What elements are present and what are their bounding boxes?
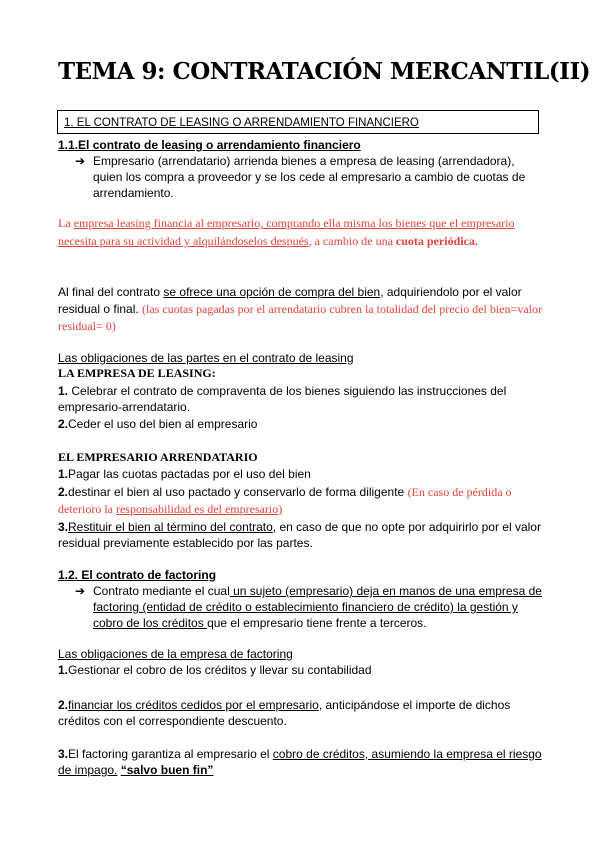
final-para-a: Al final del contrato	[58, 285, 164, 299]
item-red-underlined: responsabilidad es del empresario)	[115, 502, 283, 516]
salvo-buen-fin: “salvo buen fin”	[120, 763, 214, 777]
empresa-leasing-item-1	[58, 383, 548, 415]
item-underlined: cobro de créditos, asumiendo la empresa el riesgo de impago.	[58, 747, 542, 777]
factoring-item-3	[58, 746, 548, 778]
red-para-a: La	[58, 216, 74, 230]
item-text: Gestionar el cobro de los créditos y llevar su contabilidad	[68, 663, 372, 677]
item-number: 3.	[58, 520, 69, 534]
item-text: Pagar las cuotas pactadas por el uso del bien	[68, 467, 311, 481]
factoring-a: Contrato mediante el cual	[93, 584, 230, 598]
item-number: 2.	[58, 417, 69, 431]
item-number: 2.	[58, 698, 69, 712]
factoring-item-1	[58, 662, 548, 678]
empresa-leasing-item-2	[58, 416, 548, 432]
red-para-bold: cuota periódica.	[395, 234, 478, 248]
final-contract-paragraph	[58, 284, 548, 335]
empresario-arrendatario-heading: EL EMPRESARIO ARRENDATARIO	[58, 450, 258, 464]
factoring-obligations-heading: Las obligaciones de la empresa de factoring	[58, 647, 293, 661]
item-red-text: (En caso de pérdida o deterioro la	[58, 485, 512, 516]
item-underlined: Restituir el bien al término del contrato	[68, 520, 273, 534]
item-number: 2.	[58, 485, 69, 499]
item-text: Ceder el uso del bien al empresario	[68, 417, 258, 431]
arrow-icon: ➔	[75, 154, 86, 168]
factoring-c: que el empresario tiene frente a terceros.	[207, 616, 427, 630]
item-text: , anticipándose el importe de dichos créditos con el correspondiente descuento.	[58, 698, 511, 728]
item-number: 1.	[58, 663, 69, 677]
arrow-icon: ➔	[75, 584, 86, 598]
item-text: destinar el bien al uso pactado y conservarlo de forma diligente	[68, 485, 408, 499]
leasing-bullet-text: Empresario (arrendatario) arrienda bienes a empresa de leasing (arrendadora), quien los compra a proveedor y se los cede al empresario a cambio de cuotas de arrendamiento.	[93, 154, 526, 200]
page-title: TEMA 9: CONTRATACIÓN MERCANTIL(II)	[58, 58, 591, 85]
item-text: , en caso de que no opte por adquirirlo por el valor residual previamente establecido por las partes.	[58, 520, 541, 550]
final-para-red: (las cuotas pagadas por el arrendatario cubren la totalidad del precio del bien=valor residual= 0)	[58, 302, 542, 333]
factoring-item-2	[58, 697, 548, 729]
red-para-underlined: empresa leasing financia al empresario, comprando ella misma los bienes que el empresario necesita para su actividad y alquilándoselos después	[58, 216, 515, 248]
arrendatario-item-1	[58, 466, 548, 482]
final-para-underlined: se ofrece una opción de compra del bien	[163, 285, 381, 299]
section-1-heading: 1. EL CONTRATO DE LEASING O ARRENDAMIENTO FINANCIERO	[64, 117, 419, 129]
item-number: 1.	[58, 467, 69, 481]
subsection-1-2-heading: 1.2. El contrato de factoring	[58, 568, 217, 582]
section-1-heading-box	[57, 110, 539, 134]
item-text: Celebrar el contrato de compraventa de los bienes siguiendo las instrucciones del empresario-arrendatario.	[58, 384, 507, 414]
leasing-red-paragraph	[58, 214, 548, 250]
item-text: El factoring garantiza al empresario el	[68, 747, 273, 761]
arrendatario-item-2	[58, 484, 548, 518]
subsection-1-1-heading: 1.1.El contrato de leasing o arrendamiento financiero	[58, 138, 361, 152]
factoring-underlined: un sujeto (empresario) deja en manos de una empresa de factoring (entidad de crédito o establecimiento financiero de crédito) la gestión y cobro de los créditos	[93, 584, 542, 630]
leasing-bullet	[75, 153, 545, 201]
item-number: 1.	[58, 384, 69, 398]
final-para-c: , adquiriendolo por el valor residual o final.	[58, 285, 522, 316]
empresa-leasing-heading: LA EMPRESA DE LEASING:	[58, 366, 216, 380]
leasing-obligations-heading: Las obligaciones de las partes en el contrato de leasing	[58, 351, 354, 365]
factoring-bullet-text	[93, 583, 545, 631]
red-para-c: , a cambio de una	[308, 234, 396, 248]
arrendatario-item-3	[58, 519, 548, 551]
item-underlined: financiar los créditos cedidos por el empresario	[68, 698, 319, 712]
factoring-bullet	[75, 583, 545, 631]
item-number: 3.	[58, 747, 69, 761]
